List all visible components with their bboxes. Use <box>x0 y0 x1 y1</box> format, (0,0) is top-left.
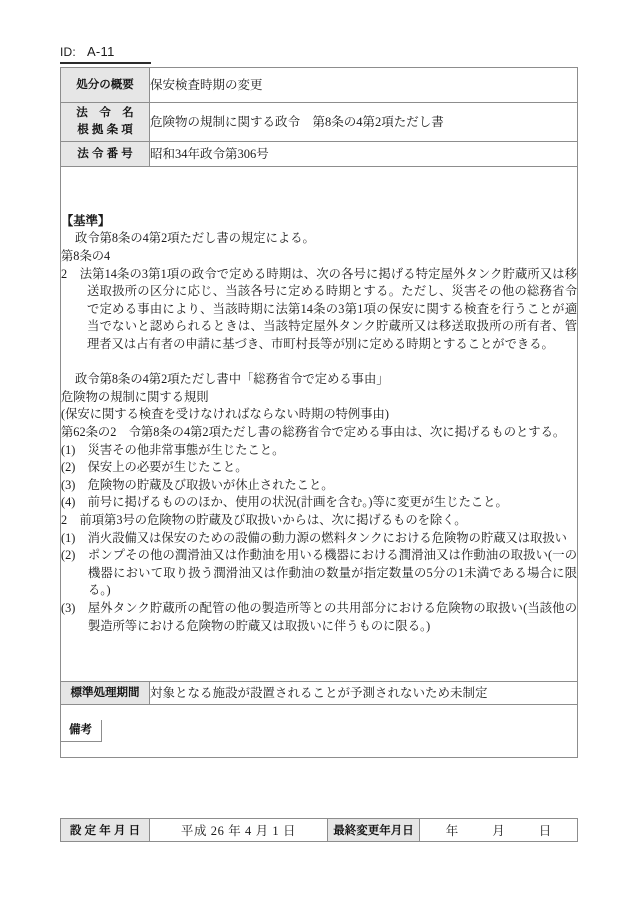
row-label-law-number: 法 令 番 号 <box>61 142 150 167</box>
table-row-remarks <box>61 705 578 758</box>
footer-day-unit: 日 <box>538 824 552 838</box>
administrative-disposition-table <box>60 67 578 758</box>
footer-value-last-modified-date <box>420 819 578 842</box>
document-id-value: A-11 <box>86 44 115 59</box>
footer-year-unit: 年 <box>445 824 459 838</box>
criteria-body-cell <box>61 167 578 682</box>
spacer-line <box>61 354 577 372</box>
list-item: (3) 屋外タンク貯蔵所の配管の他の製造所等との共用部分における危険物の取扱い(当該他の製造所等における危険物の貯蔵又は取扱いに伴うものに限る。) <box>61 600 577 633</box>
list-item: (2) 保安上の必要が生じたこと。 <box>61 460 248 475</box>
document-id-label: ID: <box>60 45 76 59</box>
table-row-law-number <box>61 142 578 167</box>
list-item: (1) 災害その他非常事態が生じたこと。 <box>61 442 285 457</box>
list-item: (1) 消火設備又は保安のための設備の動力源の燃料タンクにおける危険物の貯蔵又は取扱い <box>61 530 567 545</box>
row-value-overview: 保安検査時期の変更 <box>150 68 578 103</box>
row-value-law-name: 危険物の規制に関する政令 第8条の4第2項ただし書 <box>150 103 578 142</box>
regulation-subtitle: (保安に関する検査を受けなければならない時期の特例事由) <box>61 407 389 422</box>
list-item: (3) 危険物の貯蔵及び取扱いが休止されたこと。 <box>61 477 334 492</box>
table-row-law-name <box>61 103 578 142</box>
table-row-dates <box>61 819 578 842</box>
row-label-overview: 処分の概要 <box>61 68 150 103</box>
reference-line: 政令第8条の4第2項ただし書中「総務省令で定める事由」 <box>75 372 389 387</box>
row-label-law-name-line2: 根 拠 条 項 <box>77 124 133 136</box>
criteria-lead-line: 政令第8条の4第2項ただし書の規定による。 <box>75 231 315 246</box>
footer-value-established-date: 平成 26 年 4 月 1 日 <box>150 819 328 842</box>
date-footer-table <box>60 818 578 842</box>
table-row-standard-period <box>61 682 578 705</box>
footer-label-last-modified-date: 最終変更年月日 <box>328 819 420 842</box>
row-value-law-number: 昭和34年政令第306号 <box>150 142 578 167</box>
document-id-underline <box>60 62 151 64</box>
row-label-law-name-line1: 法 令 名 <box>76 107 134 119</box>
regulation-title: 危険物の規制に関する規則 <box>61 389 209 404</box>
remarks-cell <box>61 705 578 758</box>
criteria-heading: 【基準】 <box>61 213 111 228</box>
row-label-law-name <box>61 103 150 142</box>
regulation-paragraph-2: 2 前項第3号の危険物の貯蔵及び取扱いからは、次に掲げるものを除く。 <box>61 512 467 527</box>
table-row-criteria <box>61 167 578 682</box>
row-label-remarks: 備考 <box>61 720 102 742</box>
list-item: (2) ポンプその他の潤滑油又は作動油を用いる機器における潤滑油又は作動油の取扱い(一の機器において取り扱う潤滑油又は作動油の数量が指定数量の5分の1未満である場合に限る。) <box>61 548 577 598</box>
article-62-2: 第62条の2 令第8条の4第2項ただし書の総務省令で定める事由は、次に掲げるものとする。 <box>61 425 566 439</box>
footer-month-unit: 月 <box>492 824 505 838</box>
footer-label-established-date: 設 定 年 月 日 <box>61 819 150 842</box>
list-item: (4) 前号に掲げるもののほか、使用の状況(計画を含む。)等に変更が生じたこと。 <box>61 495 508 510</box>
table-row-overview <box>61 68 578 103</box>
article-paragraph-2: 2 法第14条の3第1項の政令で定める時期は、次の各号に掲げる特定屋外タンク貯蔵所又は移送取扱所の区分に応じ、当該各号に定める時期とする。ただし、災害その他の総務省令で定める事由により、当該時期に法第14条の3第1項の保安に関する検査を行うことが適当でないと認められるときは、当該特定屋外タンク貯蔵所又は移送取扱所の所有者、管理者又は占有者の申請に基づき、市町村長等が別に定める時期とすることができる。 <box>61 266 577 352</box>
row-value-standard-period: 対象となる施設が設置されることが予測されないため未制定 <box>150 682 578 705</box>
document-id-line <box>60 44 260 64</box>
article-title: 第8条の4 <box>61 249 111 264</box>
row-label-standard-period: 標準処理期間 <box>61 682 150 705</box>
